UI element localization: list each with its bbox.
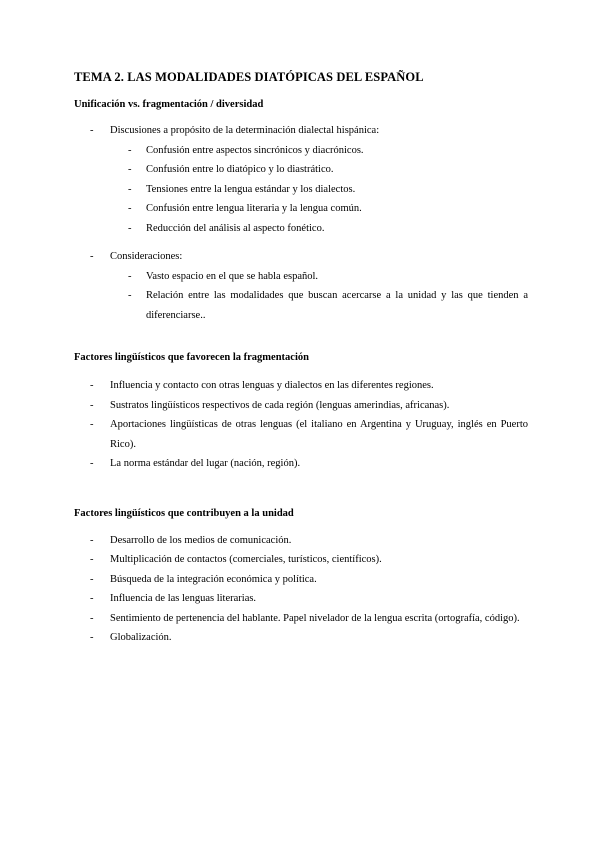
list-item-text: Sustratos lingüísticos respectivos de cada región (lenguas amerindias, africanas). [110,399,450,411]
sublist-item [74,219,528,239]
list-item [74,628,528,648]
bullet-dash: - [128,222,132,234]
section-unidad [74,508,528,648]
list-item-text: Consideraciones: [110,251,183,262]
bullet-dash: - [90,612,94,624]
list-fragmentacion [74,376,528,474]
bullet-dash: - [128,270,132,282]
bullet-dash: - [90,419,94,430]
sublist-item [74,141,528,161]
bullet-dash: - [128,290,132,301]
sublist-item [74,267,528,287]
list-unificacion [74,121,528,325]
bullet-dash: - [90,251,94,262]
list-item [74,121,528,247]
bullet-dash: - [128,144,132,156]
list-item [74,570,528,590]
list-item [74,531,528,551]
section-heading-fragmentacion: Factores lingüísticos que favorecen la fragmentación [74,352,309,363]
list-item [74,376,528,396]
spacer [110,238,528,247]
list-item-text: Influencia y contacto con otras lenguas y dialectos en las diferentes regiones. [110,380,434,391]
list-item-text: Influencia de las lenguas literarias. [110,593,257,604]
list-item [74,589,528,609]
list-item-text: Desarrollo de los medios de comunicación. [110,534,292,546]
sublist-item-text: Confusión entre lo diatópico y lo diastrático. [146,164,334,175]
list-item [74,396,528,416]
section-heading-unificacion: Unificación vs. fragmentación / diversidad [74,99,264,110]
sublist-item [74,180,528,200]
sublist-item [74,199,528,219]
sublist-item-text: Relación entre las modalidades que buscan acercarse a la unidad y las que tienden a diferenciarse.. [146,290,528,321]
list-item [74,609,528,629]
list-item [74,247,528,325]
bullet-dash: - [90,458,94,469]
list-item-text: Multiplicación de contactos (comerciales, turísticos, científicos). [110,554,382,565]
sublist-consideraciones [110,267,528,326]
sublist-item [74,160,528,180]
bullet-dash: - [90,632,94,643]
bullet-dash: - [90,125,94,136]
bullet-dash: - [90,554,94,565]
list-item-text: Búsqueda de la integración económica y política. [110,573,317,585]
list-unidad [74,531,528,648]
list-item-text: La norma estándar del lugar (nación, región). [110,458,301,469]
bullet-dash: - [90,573,94,585]
section-fragmentacion [74,352,528,474]
sublist-discusiones [110,141,528,239]
bullet-dash: - [128,164,132,175]
list-item [74,550,528,570]
section-heading-unidad: Factores lingüísticos que contribuyen a la unidad [74,507,294,519]
sublist-item-text: Vasto espacio en el que se habla español. [146,270,319,282]
bullet-dash: - [90,593,94,604]
list-item [74,415,528,454]
sublist-item-text: Reducción del análisis al aspecto fonético. [146,222,325,234]
bullet-dash: - [128,183,132,195]
list-item-text: Sentimiento de pertenencia del hablante. Papel nivelador de la lengua escrita (ortografía, código). [110,612,520,624]
list-item-text: Globalización. [110,632,172,643]
bullet-dash: - [90,380,94,391]
sublist-item-text: Confusión entre lengua literaria y la lengua común. [146,203,362,214]
bullet-dash: - [90,399,94,411]
sublist-item-text: Tensiones entre la lengua estándar y los dialectos. [146,183,356,195]
sublist-item [74,286,528,325]
list-item [74,454,528,474]
bullet-dash: - [90,534,94,546]
list-item-text: Discusiones a propósito de la determinación dialectal hispánica: [110,125,380,136]
section-unificacion [74,99,528,325]
list-item-text: Aportaciones lingüísticas de otras lenguas (el italiano en Argentina y Uruguay, inglés en Puerto Rico). [110,419,528,450]
bullet-dash: - [128,203,132,214]
sublist-item-text: Confusión entre aspectos sincrónicos y diacrónicos. [146,144,364,156]
document-title: TEMA 2. LAS MODALIDADES DIATÓPICAS DEL ESPAÑOL [74,70,424,84]
